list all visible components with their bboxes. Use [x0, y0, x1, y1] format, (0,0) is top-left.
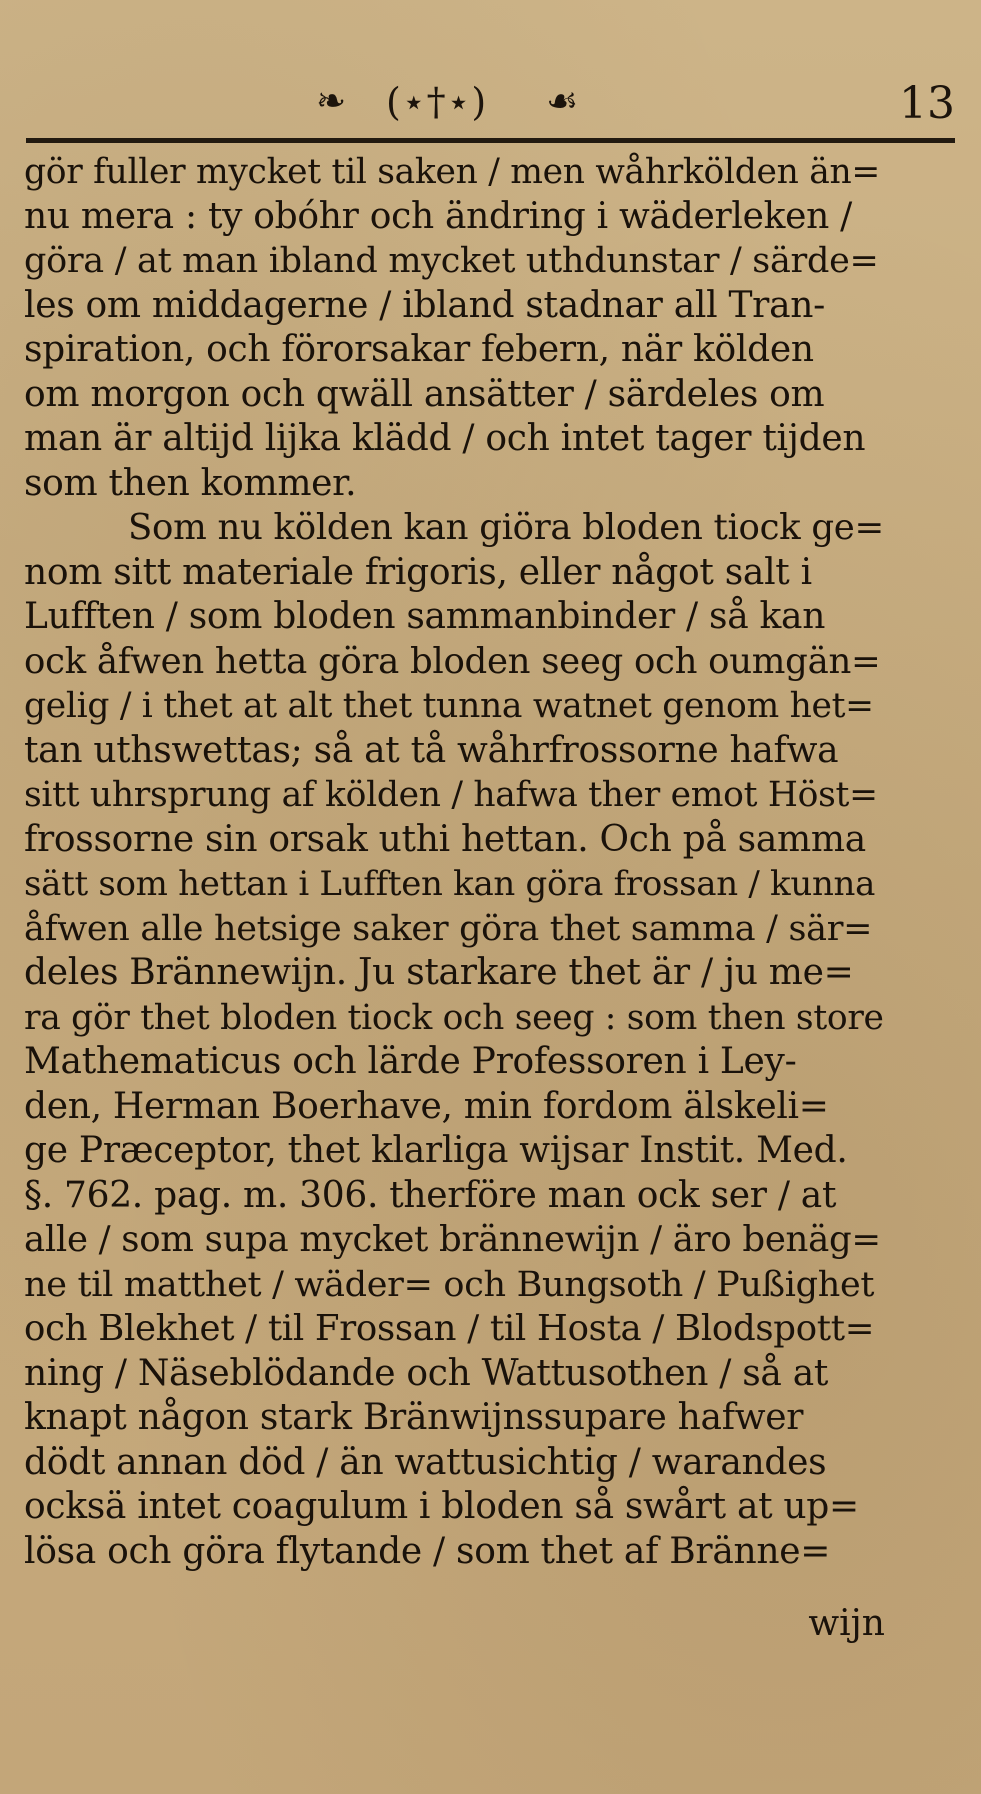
text-line: och Blekhet / til Frossan / til Hosta / Blodspott= [24, 1308, 875, 1349]
text-line: som then kommer. [24, 462, 357, 504]
text-line: les om middagerne / ibland stadnar all Tran- [24, 284, 825, 326]
text-line: man är altijd lijka klädd / och intet tager tijden [24, 418, 866, 459]
text-line: ne til matthet / wäder= och Bungsoth / Pußighet [24, 1264, 875, 1305]
right-fleuron-icon: ☙ [546, 81, 579, 122]
text-line: Mathematicus och lärde Professoren i Ley- [24, 1041, 797, 1082]
text-line: dödt annan död / än wattusichtig / warandes [24, 1441, 827, 1483]
text-line: Som nu kölden kan giöra bloden tiock ge= [128, 507, 884, 548]
text-line: spiration, och förorsakar febern, när kölden [24, 329, 814, 370]
text-line: gör fuller mycket til saken / men wåhrkölden än= [24, 152, 881, 192]
text-line: §. 762. pag. m. 306. therföre man ock ser / at [24, 1174, 837, 1216]
text-line: göra / at man ibland mycket uthdunstar / särde= [24, 241, 879, 281]
text-line: frossorne sin orsak uthi hettan. Och på samma [24, 818, 866, 860]
text-line: ra gör thet bloden tiock och seeg : som then store [24, 997, 884, 1038]
text-line: om morgon och qwäll ansätter / särdeles om [24, 373, 825, 415]
text-line: knapt någon stark Bränwijnssupare hafwer [24, 1397, 804, 1438]
page-number: 13 [899, 78, 955, 129]
text-line: Lufften / som bloden sammanbinder / så kan [24, 596, 826, 637]
text-line: nu mera : ty obóhr och ändring i wäderleken / [24, 195, 852, 237]
text-line: åfwen alle hetsige saker göra thet samma / sär= [24, 908, 873, 949]
text-line: ge Præceptor, thet klarliga wijsar Instit. Med. [24, 1130, 848, 1171]
page-header [26, 72, 955, 136]
text-line: ning / Näseblödande och Wattusothen / så at [24, 1352, 829, 1394]
text-line: gelig / i thet at alt thet tunna watnet genom het= [24, 686, 874, 726]
text-line: den, Herman Boerhave, min fordom älskeli= [24, 1085, 829, 1127]
text-line: sitt uhrsprung af kölden / hafwa ther emot Höst= [24, 775, 878, 815]
text-line: nom sitt materiale frigoris, eller något salt i [24, 551, 812, 593]
catchword: wijn [808, 1603, 885, 1644]
left-fleuron-icon: ❧ [316, 81, 347, 122]
text-line: ocksä intet coagulum i bloden så swårt at up= [24, 1486, 859, 1527]
text-line: tan uthswettas; så at tå wåhrfrossorne hafwa [24, 729, 839, 771]
text-line: deles Brännewijn. Ju starkare thet är / ju me= [24, 952, 854, 993]
text-line: lösa och göra flytande / som thet af Bränne= [24, 1530, 831, 1572]
text-line: ock åfwen hetta göra bloden seeg och oumgän= [24, 640, 881, 682]
text-line: sätt som hettan i Lufften kan göra frossan / kunna [24, 864, 876, 904]
header-rule [26, 138, 955, 143]
center-ornament: (⋆†⋆) [386, 80, 488, 124]
text-line: alle / som supa mycket brännewijn / äro benäg= [24, 1219, 881, 1260]
body-text [24, 150, 884, 1574]
